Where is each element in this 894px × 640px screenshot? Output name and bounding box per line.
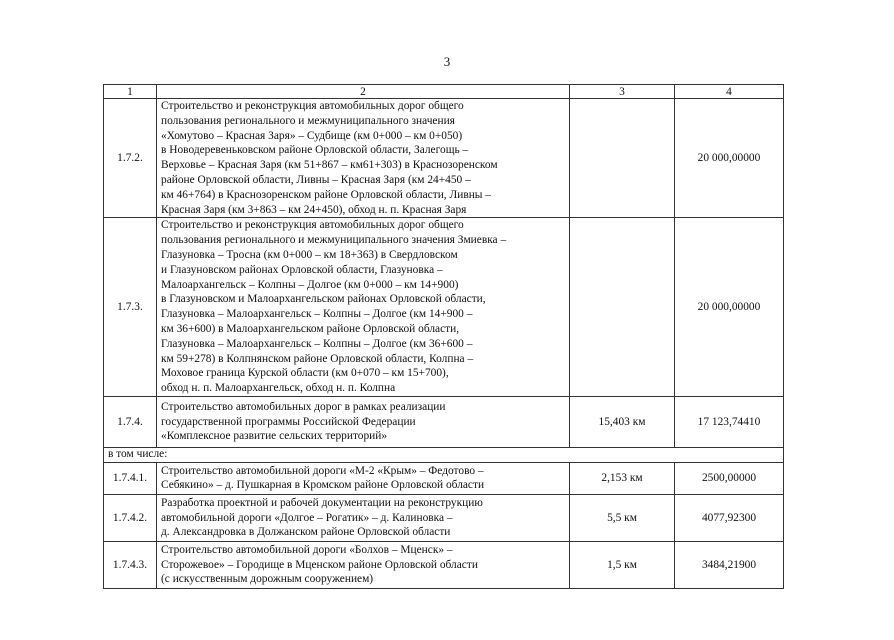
row-length: 5,5 км [570,494,675,541]
page-number: 3 [443,54,451,69]
row-description [157,99,570,218]
row-id: 1.7.2. [104,99,157,218]
description-line: Верховье – Красная Заря (км 51+867 – км61+303) в Краснозоренском [161,159,498,172]
row-id: 1.7.3. [104,218,157,397]
description-line: «Комплексное развитие сельских территорий» [161,430,388,443]
description-line: Строительство автомобильной дороги «Болхов – Мценск» – [161,543,453,556]
table-row [104,396,784,447]
table-row [104,462,784,494]
description-line: в Глазуновском и Малоархангельском районах Орловской области, [161,293,486,306]
description-line: Себякино» – д. Пушкарная в Кромском районе Орловской области [161,479,485,492]
description-line: в Новодеревеньковском районе Орловской области, Залегощь – [161,144,469,157]
row-amount: 17 123,74410 [675,396,784,447]
description-line: Сторожевое» – Городище в Мценском районе Орловской области [161,558,478,571]
description-line: Моховое граница Курской области (км 0+070 – км 15+700), [161,367,449,380]
row-id: 1.7.4.3. [104,541,157,588]
subheader-label: в том числе: [104,447,784,462]
row-amount: 20 000,00000 [675,218,784,397]
row-length: 2,153 км [570,462,675,494]
row-description [157,494,570,541]
row-length: 1,5 км [570,541,675,588]
column-header-2: 2 [157,85,570,99]
row-length: 15,403 км [570,396,675,447]
row-amount: 20 000,00000 [675,99,784,218]
description-line: Глазуновка – Тросна (км 0+000 – км 18+363) в Свердловском [161,248,458,261]
description-line: км 46+764) в Краснозоренском районе Орловской области, Ливны – [161,188,491,201]
description-line: автомобильной дороги «Долгое – Рогатик» – д. Калиновка – [161,511,453,524]
row-description [157,396,570,447]
description-line: Разработка проектной и рабочей документации на реконструкцию [161,496,483,509]
description-line: км 59+278) в Колпнянском районе Орловской области, Колпна – [161,352,474,365]
description-line: Глазуновка – Малоархангельск – Колпны – Долгое (км 36+600 – [161,337,473,350]
description-line: государственной программы Российской Федерации [161,415,416,428]
description-line: Строительство автомобильных дорог в рамках реализации [161,400,446,413]
row-description [157,541,570,588]
row-id: 1.7.4.1. [104,462,157,494]
column-header-4: 4 [675,85,784,99]
description-line: (с искусственным дорожным сооружением) [161,573,374,586]
row-description [157,462,570,494]
row-amount: 4077,92300 [675,494,784,541]
description-line: д. Александровка в Должанском районе Орловской области [161,526,451,539]
table-row [104,99,784,218]
table-header-row [104,85,784,99]
description-line: «Хомутово – Красная Заря» – Судбище (км 0+000 – км 0+050) [161,129,463,142]
table-row [104,541,784,588]
table-row [104,218,784,397]
description-line: Строительство автомобильной дороги «М-2 «Крым» – Федотово – [161,464,484,477]
row-id: 1.7.4. [104,396,157,447]
row-length [570,99,675,218]
description-line: Малоархангельск – Колпны – Долгое (км 0+000 – км 14+900) [161,278,459,291]
description-line: обход н. п. Малоархангельск, обход н. п. Колпна [161,382,396,395]
description-line: км 36+600) в Малоархангельском районе Орловской области, [161,322,460,335]
description-line: районе Орловской области, Ливны – Красная Заря (км 24+450 – [161,173,471,186]
row-amount: 3484,21900 [675,541,784,588]
budget-table [103,84,784,589]
description-line: Глазуновка – Малоархангельск – Колпны – Долгое (км 14+900 – [161,308,473,321]
description-line: и Глазуновском районах Орловской области, Глазуновка – [161,263,443,276]
subheader-row [104,447,784,462]
table-row [104,494,784,541]
description-line: пользования регионального и межмуниципального значения Змиевка – [161,234,507,247]
description-line: Строительство и реконструкция автомобильных дорог общего [161,100,464,112]
column-header-1: 1 [104,85,157,99]
row-amount: 2500,00000 [675,462,784,494]
row-description [157,218,570,397]
description-line: пользования регионального и межмуниципального значения [161,114,455,127]
column-header-3: 3 [570,85,675,99]
row-id: 1.7.4.2. [104,494,157,541]
description-line: Строительство и реконструкция автомобильных дорог общего [161,219,464,232]
row-length [570,218,675,397]
description-line: Красная Заря (км 3+863 – км 24+450), обход н. п. Красная Заря [161,203,467,216]
